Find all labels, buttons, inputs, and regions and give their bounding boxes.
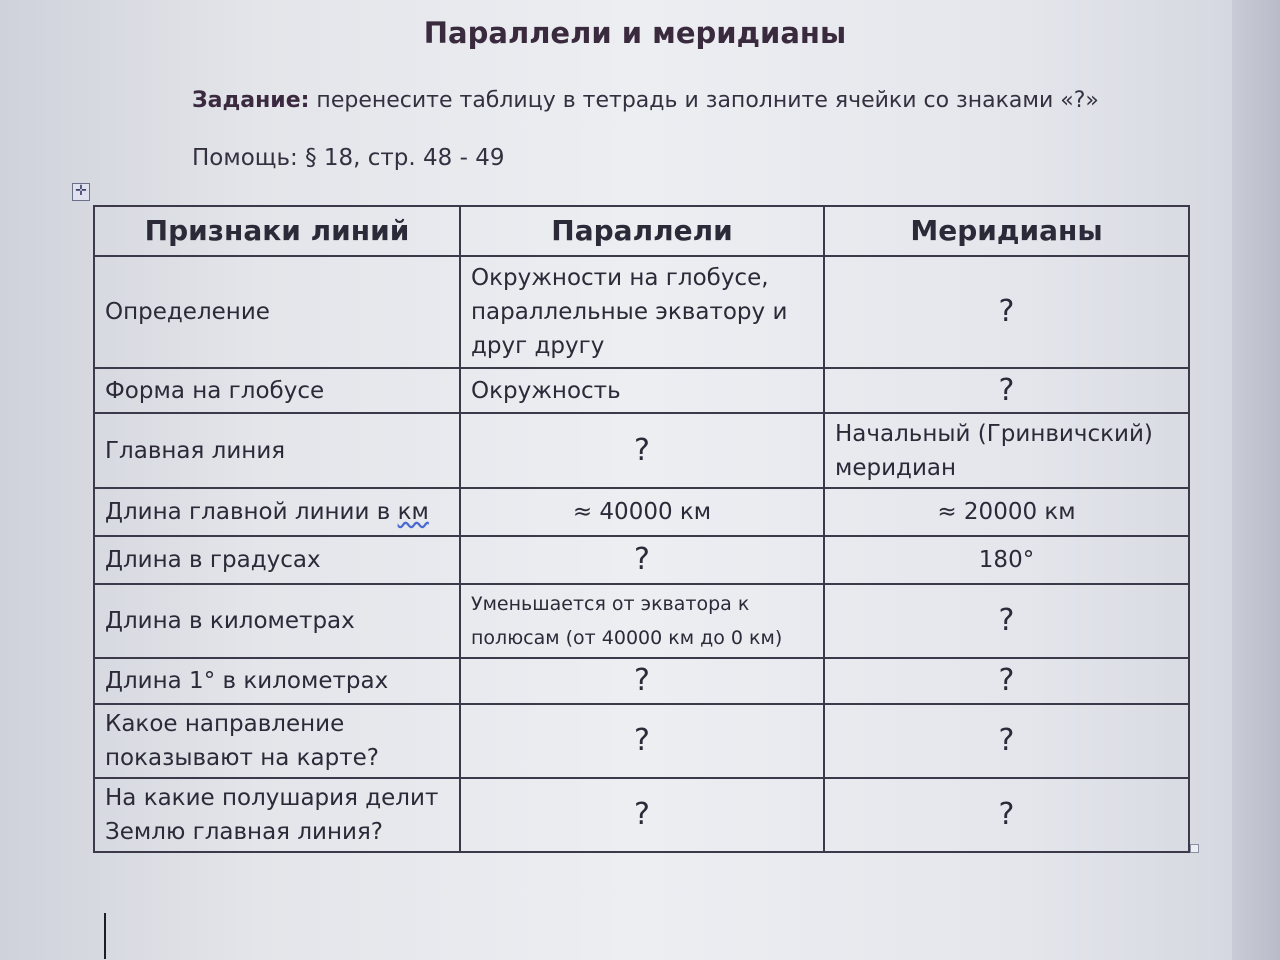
table-row — [94, 413, 1189, 488]
table-row — [94, 704, 1189, 778]
comparison-table — [93, 205, 1190, 853]
help-line: Помощь: § 18, стр. 48 - 49 — [192, 145, 505, 171]
table-row — [94, 536, 1189, 584]
cell-feature[interactable]: Форма на глобусе — [94, 368, 460, 413]
cell-parallels[interactable]: ≈ 40000 км — [460, 488, 824, 536]
cell-feature[interactable] — [94, 488, 460, 536]
task-label: Задание: — [192, 88, 310, 113]
spellcheck-word: км — [397, 499, 429, 525]
header-meridians[interactable]: Меридианы — [824, 206, 1189, 256]
header-features[interactable]: Признаки линий — [94, 206, 460, 256]
cell-feature[interactable]: Длина 1° в километрах — [94, 658, 460, 704]
cell-parallels[interactable]: Окружности на глобусе, параллельные экватору и друг другу — [460, 256, 824, 368]
table-row — [94, 778, 1189, 852]
table-row — [94, 488, 1189, 536]
cell-feature[interactable]: Длина в градусах — [94, 536, 460, 584]
cell-parallels[interactable]: Уменьшается от экватора к полюсам (от 40000 км до 0 км) — [460, 584, 824, 658]
resize-handle-icon[interactable] — [1190, 844, 1199, 853]
cell-feature[interactable]: Определение — [94, 256, 460, 368]
task-line — [192, 88, 1099, 113]
cell-meridians[interactable]: 180° — [824, 536, 1189, 584]
cell-parallels[interactable]: ? — [460, 536, 824, 584]
cell-parallels[interactable]: ? — [460, 704, 824, 778]
cell-meridians[interactable]: ≈ 20000 км — [824, 488, 1189, 536]
table-header-row — [94, 206, 1189, 256]
document-title: Параллели и меридианы — [423, 16, 847, 50]
table-row — [94, 256, 1189, 368]
page-edge — [1232, 0, 1280, 960]
move-cross-icon[interactable]: ✛ — [72, 183, 90, 201]
table-row — [94, 658, 1189, 704]
feature-text: Длина главной линии в — [105, 499, 398, 525]
header-parallels[interactable]: Параллели — [460, 206, 824, 256]
cell-meridians[interactable]: ? — [824, 584, 1189, 658]
cell-meridians[interactable]: ? — [824, 704, 1189, 778]
cell-feature[interactable]: На какие полушария делит Землю главная линия? — [94, 778, 460, 852]
cell-parallels[interactable]: ? — [460, 658, 824, 704]
cell-feature[interactable]: Какое направление показывают на карте? — [94, 704, 460, 778]
cell-parallels[interactable]: Окружность — [460, 368, 824, 413]
task-text: перенесите таблицу в тетрадь и заполните ячейки со знаками «?» — [309, 88, 1099, 113]
cell-meridians[interactable]: Начальный (Гринвичский) меридиан — [824, 413, 1189, 488]
cell-meridians[interactable]: ? — [824, 256, 1189, 368]
cell-feature[interactable]: Длина в километрах — [94, 584, 460, 658]
cell-parallels[interactable]: ? — [460, 778, 824, 852]
cell-feature[interactable]: Главная линия — [94, 413, 460, 488]
table-row — [94, 584, 1189, 658]
cell-meridians[interactable]: ? — [824, 778, 1189, 852]
cell-parallels[interactable]: ? — [460, 413, 824, 488]
cell-meridians[interactable]: ? — [824, 368, 1189, 413]
cell-meridians[interactable]: ? — [824, 658, 1189, 704]
text-cursor — [104, 913, 106, 959]
table-row — [94, 368, 1189, 413]
